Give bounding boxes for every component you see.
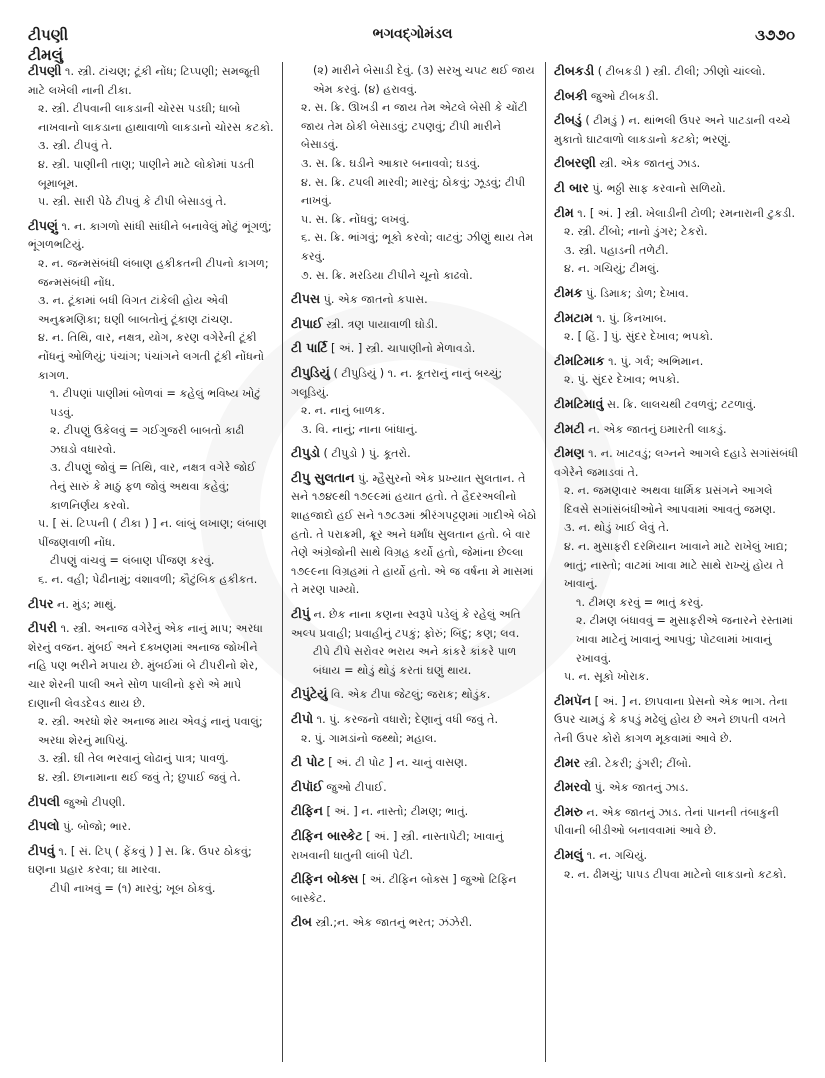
dictionary-entry — [554, 204, 800, 279]
definition-text: [ અં. ટીફિન બોક્સ ] જુઓ ટિફિન બાસ્કેટ. — [291, 873, 517, 905]
definition-text: ૨. સ્ત્રી. ટીપવાની લાકડાની ચોરસ પડઘી; ધાબો નાખવાનો લાકડાના હાથાવાળો લાકડાનો ચોરસ કટકો. — [38, 102, 274, 134]
headword: ટીમ — [554, 204, 574, 220]
headword: ટીફિન બાસ્કેટ — [291, 827, 363, 843]
definition-line — [291, 421, 537, 440]
definition-line — [28, 769, 274, 788]
headword: ટીપસ — [291, 291, 321, 307]
headword: ટી પોટ — [291, 754, 325, 770]
definition-text: [ અં. ] ન. નાસ્તો; ટીમણ; ભાતું. — [326, 805, 469, 819]
definition-text: [ અં. ] સ્ત્રી. ચાપાણીનો મેળાવડો. — [331, 342, 476, 356]
definition-text: ટીપે ટીપે સરોવર ભરાય અને કાંકરે કાંકરે પાળ બંધાય = થોડું થોડું કરતાં ઘણું થાય. — [313, 645, 517, 677]
definition-line — [554, 668, 800, 687]
definition-text: વિ. એક ટીપા જેટલું; જરાક; થોડુંક. — [331, 688, 491, 702]
definition-line — [554, 352, 800, 372]
dictionary-entry — [554, 395, 800, 415]
definition-line — [554, 154, 800, 174]
definition-text: ૧. ન. ખાટવડું; લગ્નને આગલે દહાડે સગાંસંબંધી વગેરેને જમાડવાં તે. — [554, 447, 799, 479]
definition-line — [291, 605, 537, 643]
definition-line — [554, 444, 800, 482]
definition-line — [291, 870, 537, 908]
headword: ટીમટી — [554, 420, 585, 436]
headword: ટીપૉઈ — [291, 778, 323, 794]
headword: ટીપણું — [28, 217, 58, 233]
dictionary-entry — [291, 605, 537, 680]
definition-line — [554, 846, 800, 866]
definition-line — [554, 754, 800, 774]
definition-line — [554, 803, 800, 841]
definition-text: ૩. ન. થોડું ખાઈ લેવું તે. — [564, 521, 670, 535]
definition-text: ( ટીબકડી ) સ્ત્રી. ટીલી; ઝીણો ચાંલ્લો. — [597, 65, 766, 78]
idiom-line — [28, 880, 274, 899]
headword: ટીબકી — [554, 87, 588, 103]
definition-text: ૧. સ્ત્રી. અનાજ વગેરેનું એક નાનું માપ; અરધા શેરનું વજન. મુંબઈ અને દક્ખણમાં અનાજ જોખીને નહિ પણ ભરીને મપાય છે. મુંબઈમાં બે ટીપરીનો શેર, ચાર શેરની પાલી અને સોળ પાલીનો ફરો એ માપે દાણાની લેવડદેવડ થાય છે. — [28, 622, 263, 710]
dictionary-entry — [291, 778, 537, 798]
dictionary-entry — [554, 111, 800, 149]
definition-text: સ્ત્રી. એક જાતનું ઝાડ. — [599, 157, 701, 171]
dictionary-entry — [28, 842, 274, 899]
dictionary-entry — [554, 284, 800, 304]
definition-text: ૧. [ સં. ટિપ્ ( ફેંકવું ) ] સ. ક્રિ. ઉપર ઠોકવું; ઘણના પ્રહાર કરવા; ઘા મારવા. — [28, 844, 252, 877]
dictionary-entry — [554, 352, 800, 390]
definition-text: સ્ત્રી.;ન. એક જાતનું ભરત; ઝંઝેરી. — [315, 916, 473, 930]
headword: ટીપો — [291, 711, 314, 726]
definition-line — [28, 793, 274, 813]
headword: ટીપુ સુલતાન — [291, 469, 355, 485]
definition-text: પું. ભઠ્ઠી સાફ કરવાનો સળિયો. — [592, 181, 726, 195]
definition-text: ૧. સ્ત્રી. ટાંચણ; ટૂંકી નોંધ; ટિપ્પણી; સમજૂતી માટે લખેલી નાની ટીકા. — [28, 65, 260, 97]
definition-line — [28, 217, 274, 255]
definition-text: ૨. ન. જમણવાર અથવા ધાર્મિક પ્રસંગને આગલે દિવસે સગાંસંબંધીઓને આપવામાં આવતું જમણ. — [564, 484, 776, 516]
definition-text: ન. એક જાતનું ઝાડ. તેનાં પાનની તંબાકુની પીવાની બીડીઓ બનાવવામાં આવે છે. — [554, 805, 779, 838]
definition-line — [554, 242, 800, 261]
dictionary-entry — [291, 827, 537, 865]
idiom-line — [28, 552, 274, 571]
dictionary-entry — [554, 420, 800, 440]
definition-text: ૨. પું. ગામડાંનો જથ્થો; મહાલ. — [301, 731, 437, 745]
headword: ટીબરણી — [554, 155, 596, 171]
column-2 — [282, 62, 546, 1062]
definition-text: ૧. પું. કરજનો વધારો; દેણાનું વધી જવું તે. — [316, 713, 499, 726]
definition-text: પું. એક જાતનો કપાસ. — [323, 293, 428, 307]
definition-text: ૧. ન. કાગળો સાંધી સાંધીને બનાવેલું મોટું ભૂંગળું; ભૂંગળભટિયું. — [28, 219, 272, 252]
definition-line — [291, 402, 537, 421]
definition-text: જુઓ ટીપણી. — [63, 795, 126, 809]
headword: ટીમર — [554, 754, 581, 770]
headword: ટીમટિમાક — [554, 352, 605, 368]
definition-text: ( ટીમડું ) ન. થાંભલી ઉપર અને પાટડાની વચ્ચે મુકાતો ઘાટવાળો લાકડાનો કટકો; ભરણું. — [554, 114, 791, 146]
dictionary-entry — [291, 444, 537, 464]
definition-text: ન. એક જાતનું ઇમારતી લાકડું. — [588, 422, 727, 436]
definition-text: ૧. [ અં. ] સ્ત્રી. ખેલાડીની ટોળી; રમનારાની ટુકડી. — [577, 206, 796, 220]
definition-line — [28, 100, 274, 137]
definition-text: સ્ત્રી. ટેકરી; ડુંગરી; ટીંબો. — [583, 756, 692, 770]
definition-line — [554, 866, 800, 885]
definition-line — [291, 469, 537, 600]
definition-line — [554, 111, 800, 149]
idiom-line — [28, 422, 274, 459]
definition-line — [28, 292, 274, 329]
definition-text: જુઓ ટીબકડી. — [590, 89, 659, 103]
definition-text: ૪. સ. ક્રિ. ટપલી મારવી; મારવું; ઠોકવું; ઝૂડવું; ટીપી નાખવું. — [301, 175, 526, 208]
definition-line — [291, 913, 537, 933]
definition-line — [554, 420, 800, 440]
definition-line — [291, 155, 537, 174]
definition-text: ટીપણું વાંચવું = લંબાણ પીંજણ કરવું. — [50, 554, 215, 568]
guide-word-first: ટીપણી — [28, 26, 69, 44]
definition-text: ૫. ન. સૂકો ખોરાક. — [564, 670, 650, 684]
definition-text: ૨. ન. ઢીમચું; પાપડ ટીપવા માટેનો લાકડાનો કટકો. — [564, 867, 787, 881]
definition-line — [291, 730, 537, 749]
definition-line — [554, 538, 800, 594]
definition-line — [554, 284, 800, 304]
headword: ટીમણ — [554, 445, 585, 461]
headword: ટીપવું — [28, 842, 55, 858]
definition-text: ( ટીપુડો ) પું. કૂતરો. — [323, 447, 411, 461]
definition-text: ૨. ન. નાનું બાળક. — [301, 404, 385, 418]
page-header — [0, 18, 825, 64]
headword: ટીબ — [291, 914, 312, 930]
definition-text: ૩. સ. ક્રિ. ઘડીને આકાર બનાવવો; ઘડવું. — [301, 156, 481, 170]
definition-line — [28, 750, 274, 769]
definition-line — [554, 328, 800, 347]
headword: ટીફિન બોક્સ — [291, 871, 359, 887]
definition-text: પું. બોજો; ભાર. — [63, 820, 131, 834]
definition-line — [28, 515, 274, 552]
definition-line — [554, 371, 800, 390]
dictionary-entry — [554, 154, 800, 174]
definition-line — [28, 193, 274, 212]
definition-text: ૬. ન. વહી; પેઢીનામું; વંશાવળી; કૌટુંબિક હકીકત. — [38, 573, 258, 587]
definition-text: પું. એક જાતનું ઝાડ. — [594, 781, 689, 795]
headword: ટીપુંટેયું — [291, 686, 328, 702]
definition-line — [291, 290, 537, 310]
dictionary-entry — [291, 685, 537, 705]
definition-text: ૩. સ્ત્રી. ટીપવું તે. — [38, 139, 113, 153]
headword: ટીમક — [554, 284, 583, 300]
headword: ટીમલું — [554, 846, 584, 862]
dictionary-entry — [291, 62, 537, 285]
definition-text: ૨. પું. સુંદર દેખાવ; ભપકો. — [564, 373, 680, 387]
definition-line — [28, 595, 274, 615]
definition-line — [554, 223, 800, 242]
dictionary-entry — [554, 87, 800, 107]
dictionary-columns — [28, 62, 808, 1062]
dictionary-entry — [291, 913, 537, 933]
headword: ટીપણી — [28, 63, 62, 78]
definition-text: ૩. સ્ત્રી. પહાડની તળેટી. — [564, 243, 669, 257]
definition-line — [291, 827, 537, 865]
idiom-line — [554, 594, 800, 613]
idiom-line — [28, 459, 274, 515]
definition-text: ( ટીપુડિયું ) ૧. ન. કૂતરાનું નાનું બચ્ચું; ગલૂડિયું. — [291, 366, 503, 399]
definition-text: ૬. સ. ક્રિ. ભાંગવું; ભૂકો કરવો; વાટવું; ઝીણું થાય તેમ કરવું. — [301, 231, 534, 263]
page-number: ૩૭૭૦ — [755, 26, 795, 44]
headword: ટી પાર્ટિ — [291, 340, 328, 356]
definition-text: ૭. સ. ક્રિ. મરડિયા ટીપીને ચૂનો કાઢવો. — [301, 268, 473, 282]
dictionary-entry — [554, 846, 800, 884]
headword: ટીફિન — [291, 803, 323, 819]
definition-text: ૩. વિ. નાનું; નાના બાંધાનું. — [301, 422, 418, 436]
idiom-line — [291, 643, 537, 680]
dictionary-entry — [291, 290, 537, 310]
definition-line — [28, 137, 274, 156]
definition-text: પું. ડિમાક; ડોળ; દેખાવ. — [586, 286, 689, 300]
definition-line — [291, 267, 537, 286]
dictionary-entry — [554, 62, 800, 82]
definition-line — [291, 710, 537, 730]
definition-text: ૧. ટીપણાં પાણીમાં બોળવાં = કહેલું ભવિષ્ય ખોટું પડવું. — [50, 387, 261, 419]
definition-text: ટીપી નાખવું = (૧) મારવું; ખૂબ ઠોકવું. — [50, 881, 216, 895]
definition-text: ૪. ન. મુસાફરી દરમિયાન ખાવાને માટે રાખેલું ખાદ્ય; ભાતું; નાસ્તો; વાટમાં ખાવા માટે સાથે રાખ્યું હોય તે ખાવાનું. — [564, 540, 788, 591]
headword: ટીપલો — [28, 818, 60, 834]
definition-line — [28, 62, 274, 100]
dictionary-entry — [554, 778, 800, 798]
dictionary-entry — [28, 817, 274, 837]
definition-line — [554, 519, 800, 538]
definition-line — [291, 364, 537, 402]
dictionary-entry — [291, 315, 537, 335]
headword: ટીપુડિયું — [291, 364, 330, 380]
dictionary-entry — [554, 309, 800, 347]
definition-line — [554, 260, 800, 279]
definition-line — [554, 778, 800, 798]
dictionary-entry — [291, 753, 537, 773]
definition-text: [ અં. ] સ્ત્રી. નાસ્તાપેટી; ખાવાનું રાખવાની ધાતુની લાંબી પેટી. — [291, 829, 504, 862]
headword: ટીમરુ — [554, 803, 583, 819]
definition-text: ન. મુંડ; માથું. — [57, 597, 117, 611]
definition-line — [554, 179, 800, 199]
definition-line — [28, 329, 274, 385]
definition-line — [291, 211, 537, 230]
definition-text: ૩. ટીપણું જોવું = તિથિ, વાર, નક્ષત્ર વગેરે જોઈ તેનું સારું કે માઠું ફળ જોવું અથવા કહેવું; કાળનિર્ણય કરવો. — [50, 461, 256, 512]
definition-text: ૧. ન. ગચિયું. — [586, 848, 648, 862]
definition-text: (૨) મારીને બેસાડી દેવું. (૩) સરખુ ચપટ થઈ જાય એમ કરવું. (૪) હરાવવું. — [313, 64, 535, 96]
dictionary-title: ભગવદ્ગોમંડલ — [372, 26, 453, 42]
definition-line — [28, 817, 274, 837]
definition-line — [554, 395, 800, 415]
headword: ટીપર — [28, 595, 54, 611]
definition-line — [291, 753, 537, 773]
dictionary-entry — [28, 595, 274, 615]
definition-text: ૨. [ હિં. ] પું. સુંદર દેખાવ; ભપકો. — [564, 330, 714, 344]
guide-word-last: ટીમલું — [28, 46, 63, 64]
idiom-line — [554, 612, 800, 668]
definition-line — [554, 62, 800, 82]
definition-text: ૪. ન. ગચિયું; ટીમલું. — [564, 262, 660, 276]
definition-line — [28, 842, 274, 880]
definition-text: ૫. [ સં. ટિપ્પની ( ટીકા ) ] ન. લાંબું લખાણ; લંબાણ પીંજણવાળી નોંધ. — [38, 517, 267, 549]
dictionary-entry — [554, 444, 800, 687]
definition-text: ૪. સ્ત્રી. પાણીની તાણ; પાણીને માટે લોકોમાં પડતી બૂમાબૂમ. — [38, 157, 255, 190]
idiom-line — [291, 62, 537, 99]
definition-text: ૨. સ્ત્રી. ટીંબો; નાનો ડુંગર; ટેકરો. — [564, 225, 708, 239]
definition-text: ૨. ટીમણ બંધાવવું = મુસાફરીએ જનારને રસ્તામાં ખાવા માટેનું ખાવાનું આપવું; પોટલામાં ખાવાનું રખાવવું. — [576, 614, 793, 665]
column-1 — [28, 62, 282, 1062]
headword: ટીપલી — [28, 793, 60, 809]
headword: ટીપાઈ — [291, 315, 323, 331]
dictionary-entry — [291, 339, 537, 359]
definition-text: ૩. ન. ટૂંકામાં બધી વિગત ટાંકેલી હોય એવી અનુક્રમણિકા; ઘણી બાબતોનું ટૂંકાણ ટાંચણ. — [38, 294, 233, 326]
dictionary-entry — [28, 62, 274, 212]
headword: ટીબકડી — [554, 63, 595, 78]
definition-line — [291, 685, 537, 705]
headword: ટીપુડો — [291, 445, 320, 461]
definition-text: સ્ત્રી. ત્રણ પાયાવાળી ઘોડી. — [326, 317, 438, 331]
definition-line — [28, 255, 274, 292]
definition-line — [291, 339, 537, 359]
column-3 — [546, 62, 808, 1062]
definition-line — [554, 87, 800, 107]
definition-line — [291, 99, 537, 155]
headword: ટીપું — [291, 606, 310, 622]
dictionary-entry — [291, 870, 537, 908]
definition-text: ૨. સ. ક્રિ. ઊખડી ન જાય તેમ એટલે બેસી કે ચોંટી જાય તેમ ઠોકી બેસાડવું; ટપણવું; ટીપી મારીને બેસાડવું. — [301, 101, 528, 152]
idiom-line — [28, 385, 274, 422]
dictionary-entry — [554, 179, 800, 199]
definition-text: ૨. ન. જન્મસંબંધી લંબાણ હકીકતની ટીપનો કાગળ; જન્મસંબંધી નોંધ. — [38, 256, 269, 289]
headword: ટીમરવો — [554, 779, 592, 795]
dictionary-entry — [291, 802, 537, 822]
definition-line — [291, 229, 537, 266]
definition-text: ૧. પું. ગર્વ; અભિમાન. — [608, 354, 704, 368]
definition-line — [291, 174, 537, 211]
definition-text: ૫. સ્ત્રી. સારી પેઠે ટીપવું કે ટીપી બેસાડવું તે. — [38, 195, 227, 209]
headword: ટીમટિમાવું — [554, 395, 604, 411]
definition-text: જુઓ ટીપાઈ. — [326, 780, 387, 794]
definition-line — [28, 619, 274, 713]
definition-line — [554, 204, 800, 224]
definition-text: સ. ક્રિ. લાલચથી ટવળવું; ટટળાવું. — [607, 397, 757, 411]
definition-text: ન. છેક નાના કણના સ્વરૂપે પડેલું કે રહેલું અતિ અલ્પ પ્રવાહી; પ્રવાહીનું ટપકું; ફોરું; બિંદુ; કણ; લવ. — [291, 608, 521, 640]
dictionary-entry — [554, 754, 800, 774]
definition-text: ૨. સ્ત્રી. અરધો શેર અનાજ માય એવડું નાનું પવાલું; અરધા શેરનું માપિયું. — [38, 715, 263, 747]
definition-text: ૧. ટીમણ કરવું = ભાતું કરવું. — [576, 595, 704, 609]
definition-line — [554, 309, 800, 329]
definition-text: ૫. સ. ક્રિ. નોંધવું; લખવું. — [301, 212, 410, 226]
headword: ટીમટામ — [554, 309, 593, 325]
definition-text: [ અં. ટી પોટ ] ન. ચાનું વાસણ. — [328, 756, 468, 770]
definition-line — [554, 482, 800, 519]
definition-line — [291, 778, 537, 798]
headword: ટીમપૅન — [554, 692, 592, 708]
definition-line — [554, 692, 800, 749]
definition-line — [291, 315, 537, 335]
definition-text: ૩. સ્ત્રી. ઘી તેલ ભરવાનું લોઢાનું પાત્ર; પાવળું. — [38, 752, 229, 766]
dictionary-entry — [554, 692, 800, 749]
definition-line — [291, 444, 537, 464]
definition-text: ૧. પું. કિનખાબ. — [596, 311, 667, 325]
dictionary-entry — [291, 364, 537, 439]
headword: ટીબડું — [554, 112, 582, 128]
definition-text: ૪. સ્ત્રી. છાનામાના થઈ જવું તે; છુપાઈ જવું તે. — [38, 770, 241, 784]
definition-text: ૨. ટીપણું ઉકેલવું = ગઈગુજરી બાબતો કાઢી ઝઘડો વધારવો. — [50, 424, 245, 456]
definition-text: ૪. ન. તિથિ, વાર, નક્ષત્ર, યોગ, કરણ વગેરેની ટૂંકી નોંધનું ઓળિયું; પંચાંગ; પંચાંગને લગતી ટૂંકી નોંધનો કાગળ. — [38, 331, 265, 382]
dictionary-entry — [291, 469, 537, 600]
dictionary-entry — [28, 619, 274, 787]
dictionary-entry — [28, 793, 274, 813]
definition-text: પું. મ્હૈસુરનો એક પ્રખ્યાત સુલતાન. તે સને ૧૭૪૯થી ૧૭૯૯માં હયાત હતો. તે હૈદરઅલીનો શાહજાદો હઈ સને ૧૭૮૩માં શ્રીરંગપટ્ટણમાં ગાદીએ બેઠો હતો. તે પરાક્રમી, ક્રૂર અને ધર્માંધ સુલતાન હતો. બે વાર તેણે અંગ્રેજોની સાથે વિગ્રહ કર્યો હતો, જેમાંના છેલ્લા ૧૭૯૯ના વિગ્રહમાં તે હાર્યો હતો. એ જ વર્ષના મે માસમાં તે મરણ પામ્યો. — [291, 471, 537, 597]
definition-line — [28, 713, 274, 750]
dictionary-entry — [28, 217, 274, 590]
definition-line — [28, 156, 274, 193]
headword: ટીપરી — [28, 620, 58, 636]
dictionary-entry — [291, 710, 537, 748]
definition-text: [ અં. ] ન. છાપવાના પ્રેસનો એક ભાગ. તેના ઉપર ચામડું કે કપડું મઢેલું હોય છે અને છાપતી વખતે તેની ઉપર કોરો કાગળ મૂકવામાં આવે છે. — [554, 694, 788, 745]
headword: ટી બાર — [554, 179, 589, 195]
definition-line — [28, 571, 274, 590]
dictionary-entry — [554, 803, 800, 841]
definition-line — [291, 802, 537, 822]
